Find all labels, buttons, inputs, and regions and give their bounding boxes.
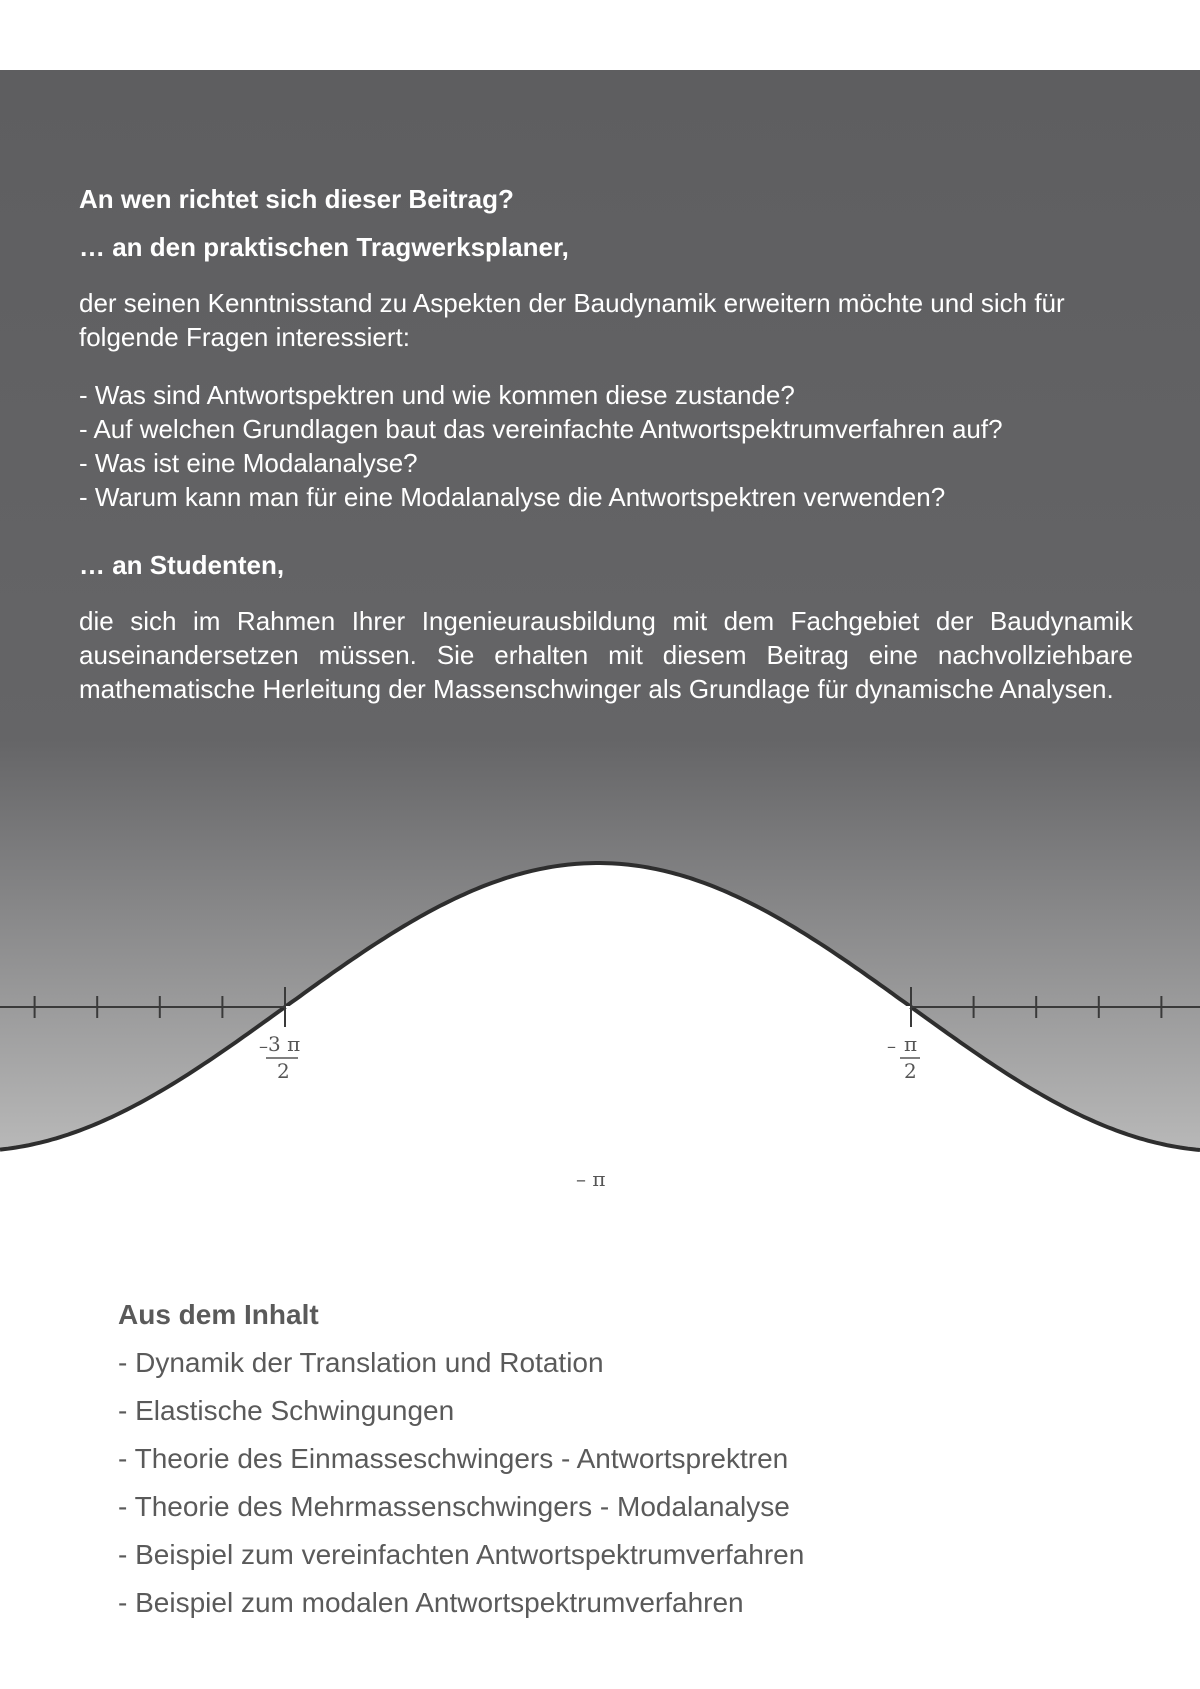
intro-section (79, 182, 1133, 706)
numerator: π (904, 1032, 918, 1056)
question-list (79, 378, 1133, 514)
list-item: - Was ist eine Modalanalyse? (79, 448, 418, 478)
pi-label-minus-pi: – π (576, 1167, 606, 1191)
list-item: - Beispiel zum modalen Antwortspektrumverfahren (118, 1587, 744, 1618)
list-item: - Was sind Antwortspektren und wie kommen diese zustande? (79, 380, 795, 410)
minus-sign: – (887, 1036, 896, 1057)
list-item: - Beispiel zum vereinfachten Antwortspektrumverfahren (118, 1539, 805, 1570)
denominator: 2 (904, 1059, 917, 1083)
list-item: - Dynamik der Translation und Rotation (118, 1347, 604, 1378)
list-item: - Elastische Schwingungen (118, 1395, 455, 1426)
planer-text: der seinen Kenntnisstand zu Aspekten der Baudynamik erweitern möchte und sich für folgende Fragen interessiert: (79, 288, 1065, 352)
students-text: die sich im Rahmen Ihrer Ingenieurausbildung mit dem Fachgebiet der Baudynamik auseinandersetzen müssen. Sie erhalten mit diesem Beitrag eine nachvollziehbare mathematische Herleitung der Massenschwinger als Grundlage für dynamische Analysen. (79, 606, 1133, 704)
list-item: - Auf welchen Grundlagen baut das vereinfachte Antwortspektrumverfahren auf? (79, 414, 1003, 444)
students-heading: … an Studenten, (79, 550, 285, 580)
list-item: - Theorie des Mehrmassenschwingers - Modalanalyse (118, 1491, 790, 1522)
minus-sign: – (259, 1036, 268, 1057)
contents-section (118, 1297, 804, 1633)
contents-list (118, 1345, 804, 1621)
list-item: - Theorie des Einmasseschwingers - Antwortsprektren (118, 1443, 789, 1474)
intro-heading: An wen richtet sich dieser Beitrag? (79, 184, 514, 214)
planer-heading: … an den praktischen Tragwerksplaner, (79, 232, 569, 262)
denominator: 2 (277, 1059, 290, 1083)
contents-title: Aus dem Inhalt (118, 1299, 319, 1330)
numerator: 3 π (268, 1032, 301, 1056)
list-item: - Warum kann man für eine Modalanalyse die Antwortspektren verwenden? (79, 482, 946, 512)
